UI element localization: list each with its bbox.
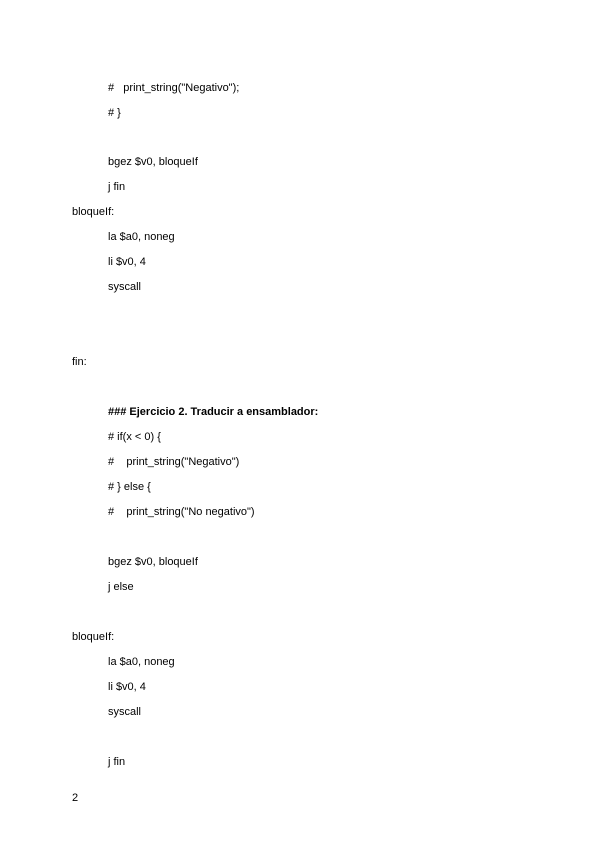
code-line: # print_string("No negativo") bbox=[108, 506, 255, 518]
page-number: 2 bbox=[72, 792, 79, 804]
code-line: li $v0, 4 bbox=[108, 256, 146, 268]
code-line: # } bbox=[108, 107, 121, 119]
code-line: # } else { bbox=[108, 481, 151, 493]
code-line: # print_string("Negativo") bbox=[108, 456, 240, 468]
section-heading: ### Ejercicio 2. Traducir a ensamblador: bbox=[108, 406, 319, 418]
code-line: j fin bbox=[108, 181, 126, 193]
code-line: syscall bbox=[108, 706, 142, 718]
code-line: j fin bbox=[108, 756, 126, 768]
code-line: la $a0, noneg bbox=[108, 656, 175, 668]
code-line: la $a0, noneg bbox=[108, 231, 175, 243]
code-label: fin: bbox=[72, 356, 87, 368]
code-line: # if(x < 0) { bbox=[108, 431, 161, 443]
code-label: bloqueIf: bbox=[72, 631, 115, 643]
code-line: # print_string("Negativo"); bbox=[108, 82, 240, 94]
code-line: bgez $v0, bloqueIf bbox=[108, 156, 198, 168]
code-line: j else bbox=[108, 581, 134, 593]
code-line: syscall bbox=[108, 281, 142, 293]
code-line: li $v0, 4 bbox=[108, 681, 146, 693]
code-label: bloqueIf: bbox=[72, 206, 115, 218]
code-line: bgez $v0, bloqueIf bbox=[108, 556, 198, 568]
